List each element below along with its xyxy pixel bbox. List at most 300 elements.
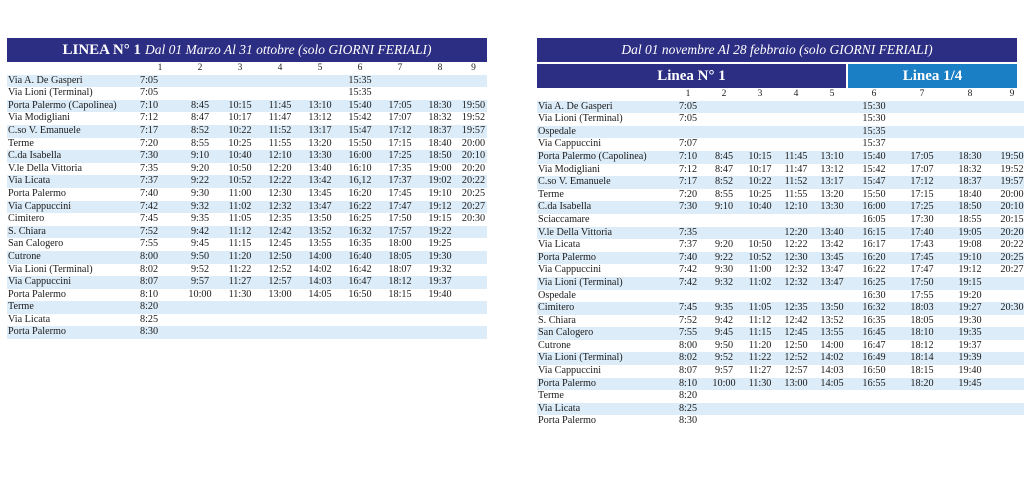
summer-header (7, 38, 487, 62)
departure-time (814, 214, 850, 227)
departure-time: 13:40 (308, 162, 332, 174)
departure-time: 9:10 (180, 150, 220, 163)
departure-time: 19:10 (428, 187, 452, 199)
departure-time: 11:20 (220, 251, 260, 264)
departure-time: 18:37 (420, 125, 460, 138)
departure-time (706, 214, 742, 227)
column-number: 7 (919, 89, 925, 99)
timetable-row (7, 326, 487, 339)
departure-time (994, 277, 1024, 290)
departure-time: 20:30 (461, 213, 486, 225)
departure-time: 15:35 (348, 87, 372, 99)
departure-time (850, 390, 898, 403)
departure-time: 8:25 (140, 313, 159, 325)
departure-time: 17:07 (910, 163, 934, 175)
timetable-row (7, 138, 487, 151)
departure-time: 15:40 (850, 151, 898, 164)
departure-time: 7:05 (140, 75, 180, 88)
winter-line-headers (537, 64, 1017, 88)
departure-time (460, 251, 487, 264)
departure-time: 8:47 (190, 112, 210, 124)
timetable-row (537, 264, 1024, 277)
timetable-row (537, 189, 1024, 202)
departure-time (742, 403, 778, 416)
departure-time: 18:50 (420, 150, 460, 163)
departure-time: 14:00 (820, 339, 844, 351)
departure-time: 13:47 (300, 201, 340, 214)
departure-time: 19:40 (428, 288, 452, 300)
stop-name: Porta Palermo (8, 187, 67, 199)
departure-time (946, 390, 994, 403)
departure-time: 15:42 (348, 112, 372, 124)
departure-time: 17:45 (898, 252, 946, 265)
departure-time: 8:45 (180, 100, 220, 113)
departure-time: 19:30 (420, 251, 460, 264)
departure-time: 8:07 (678, 365, 698, 377)
departure-time: 7:05 (140, 87, 159, 99)
stop-name: Porta Palermo (537, 378, 670, 391)
departure-time: 18:40 (958, 188, 982, 200)
departure-time: 20:15 (1000, 213, 1024, 225)
departure-time: 9:45 (190, 238, 210, 250)
departure-time: 13:40 (814, 227, 850, 240)
departure-time: 8:02 (140, 263, 159, 275)
departure-time: 17:25 (898, 201, 946, 214)
departure-time: 10:22 (742, 176, 778, 189)
departure-time: 13:50 (814, 302, 850, 315)
departure-time: 18:10 (898, 327, 946, 340)
departure-time: 15:50 (862, 188, 886, 200)
departure-time: 17:12 (380, 125, 420, 138)
departure-time (898, 415, 946, 428)
timetable-row (7, 112, 487, 125)
departure-time: 17:57 (380, 226, 420, 239)
departure-time (778, 390, 814, 403)
departure-time: 7:52 (140, 226, 180, 239)
departure-time: 19:50 (461, 99, 486, 111)
departure-time: 17:35 (388, 162, 412, 174)
stop-name: Porta Palermo (537, 252, 670, 265)
departure-time (420, 314, 460, 327)
departure-time: 17:47 (910, 264, 934, 276)
departure-time: 12:42 (784, 314, 808, 326)
departure-time: 12:20 (268, 162, 292, 174)
stop-name: Porta Palermo (Capolinea) (7, 100, 140, 113)
departure-time: 7:45 (140, 213, 159, 225)
stop-column-header (537, 88, 670, 101)
departure-time: 7:17 (140, 125, 180, 138)
departure-time: 18:12 (380, 276, 420, 289)
departure-time: 19:25 (428, 238, 452, 250)
departure-time: 11:47 (784, 163, 808, 175)
departure-time (742, 290, 778, 303)
departure-time: 18:32 (958, 163, 982, 175)
departure-time: 13:50 (308, 213, 332, 225)
timetable-row (7, 175, 487, 188)
departure-time: 11:30 (228, 288, 252, 300)
departure-time (898, 403, 946, 416)
departure-time: 16,12 (340, 175, 380, 188)
stop-name: C.so V. Emanuele (7, 125, 140, 138)
departure-time: 16:05 (862, 213, 886, 225)
departure-time: 12:32 (784, 264, 808, 276)
departure-time: 7:30 (670, 201, 706, 214)
departure-time (220, 75, 260, 88)
line-1-header: Linea N° 1 (537, 64, 846, 88)
departure-time: 11:00 (748, 264, 772, 276)
departure-time: 14:02 (814, 352, 850, 365)
departure-time: 15:47 (340, 125, 380, 138)
departure-time: 15:40 (340, 100, 380, 113)
departure-time: 17:43 (910, 239, 934, 251)
timetable-row (537, 352, 1024, 365)
departure-time: 9:20 (714, 239, 734, 251)
timetable-row (7, 226, 487, 239)
departure-time: 7:40 (140, 187, 159, 199)
departure-time: 7:20 (140, 137, 159, 149)
departure-time (706, 126, 742, 139)
departure-time (706, 113, 742, 126)
stop-column-header (7, 62, 140, 75)
departure-time (706, 403, 742, 416)
stop-name: Via Lioni (Terminal) (8, 263, 93, 275)
departure-time: 16:00 (850, 201, 898, 214)
departure-time (460, 75, 487, 88)
timetable-row (537, 365, 1024, 378)
departure-time (946, 403, 994, 416)
stop-name: Via Cappuccini (538, 264, 602, 276)
departure-time: 13:17 (814, 176, 850, 189)
departure-time (460, 87, 487, 100)
stop-name: C.so V. Emanuele (537, 176, 670, 189)
column-number: 5 (317, 63, 323, 73)
departure-time (340, 326, 380, 339)
departure-time: 14:05 (814, 378, 850, 391)
departure-time: 19:57 (461, 124, 486, 136)
departure-time (300, 75, 340, 88)
departure-time (460, 238, 487, 251)
departure-time (300, 301, 340, 314)
departure-time: 16:50 (862, 365, 886, 377)
departure-time: 19:30 (958, 314, 982, 326)
departure-time: 19:37 (420, 276, 460, 289)
departure-time: 11:55 (784, 188, 808, 200)
summer-line-label: LINEA N° 1 (62, 41, 142, 58)
departure-time: 16:55 (850, 378, 898, 391)
timetable-row (7, 264, 487, 277)
departure-time: 18:12 (910, 339, 934, 351)
departure-time (994, 340, 1024, 353)
departure-time: 16:42 (348, 263, 372, 275)
departure-time (850, 415, 898, 428)
departure-time: 12:42 (260, 226, 300, 239)
departure-time (778, 290, 814, 303)
departure-time: 18:15 (910, 365, 934, 377)
departure-time: 19:22 (420, 226, 460, 239)
departure-time: 7:40 (670, 252, 706, 265)
winter-period: Dal 01 novembre Al 28 febbraio (solo GIORNI FERIALI) (621, 42, 933, 57)
timetable-row (537, 126, 1024, 139)
departure-time: 9:20 (190, 162, 210, 174)
timetable-row (537, 138, 1024, 151)
departure-time: 11:12 (748, 314, 772, 326)
departure-time: 19:27 (946, 302, 994, 315)
departure-time: 7:12 (140, 112, 159, 124)
departure-time (742, 214, 778, 227)
departure-time (380, 301, 420, 314)
column-number-row (7, 62, 487, 75)
departure-time: 7:10 (670, 151, 706, 164)
departure-time (340, 301, 380, 314)
departure-time: 12:45 (778, 327, 814, 340)
timetable-row (537, 164, 1024, 177)
stop-name: Via Cappuccini (538, 138, 602, 150)
stop-name: Via Cappuccini (7, 276, 140, 289)
departure-time: 19:20 (958, 289, 982, 301)
departure-time: 8:55 (714, 188, 734, 200)
departure-time: 13:30 (300, 150, 340, 163)
departure-time (420, 326, 460, 339)
departure-time (420, 75, 460, 88)
departure-time (994, 403, 1024, 416)
departure-time: 11:52 (260, 125, 300, 138)
departure-time (260, 314, 300, 327)
departure-time (778, 101, 814, 114)
departure-time: 11:02 (742, 277, 778, 290)
departure-time: 16:47 (862, 339, 886, 351)
departure-time: 18:00 (388, 238, 412, 250)
departure-time: 15:30 (862, 113, 886, 125)
departure-time: 10:15 (220, 100, 260, 113)
stop-name: Porta Palermo (8, 288, 67, 300)
departure-time (180, 314, 220, 327)
departure-time: 18:37 (946, 176, 994, 189)
departure-time: 11:52 (778, 176, 814, 189)
departure-time (460, 314, 487, 327)
departure-time: 18:55 (958, 213, 982, 225)
departure-time: 18:30 (420, 100, 460, 113)
departure-time: 12:22 (784, 239, 808, 251)
departure-time: 10:40 (220, 150, 260, 163)
departure-time (706, 101, 742, 114)
departure-time: 7:20 (678, 188, 698, 200)
departure-time: 10:00 (188, 288, 212, 300)
departure-time (220, 301, 260, 314)
timetable-row (537, 151, 1024, 164)
departure-time: 20:00 (1000, 188, 1024, 200)
timetable-row (7, 87, 487, 100)
departure-time (778, 138, 814, 151)
departure-time: 12:30 (268, 187, 292, 199)
timetable-row (537, 290, 1024, 303)
departure-time: 13:30 (814, 201, 850, 214)
departure-time: 13:12 (308, 112, 332, 124)
departure-time: 17:15 (388, 137, 412, 149)
departure-time (994, 126, 1024, 139)
departure-time: 10:17 (748, 163, 772, 175)
departure-time (706, 227, 742, 240)
column-number: 6 (871, 89, 877, 99)
timetable-row (7, 163, 487, 176)
departure-time: 12:32 (778, 277, 814, 290)
stop-name: S. Chiara (7, 226, 140, 239)
stop-name: Porta Palermo (Capolinea) (537, 151, 670, 164)
departure-time: 19:08 (958, 239, 982, 251)
timetable-row (7, 100, 487, 113)
departure-time: 13:42 (820, 239, 844, 251)
departure-time: 13:47 (820, 264, 844, 276)
departure-time: 9:50 (714, 339, 734, 351)
departure-time: 8:10 (140, 288, 159, 300)
departure-time (778, 126, 814, 139)
departure-time: 9:52 (706, 352, 742, 365)
departure-time: 8:00 (678, 339, 698, 351)
departure-time: 12:50 (260, 251, 300, 264)
departure-time: 11:47 (268, 112, 292, 124)
departure-time: 12:30 (778, 252, 814, 265)
departure-time (420, 87, 460, 100)
departure-time: 16:25 (850, 277, 898, 290)
stop-name: Cutrone (7, 251, 140, 264)
winter-timetable (537, 38, 1024, 428)
departure-time: 18:15 (388, 288, 412, 300)
departure-time: 19:52 (1000, 163, 1024, 175)
stop-name: Cimitero (537, 302, 670, 315)
stop-name: Ospedale (537, 126, 670, 139)
departure-time: 7:37 (678, 239, 698, 251)
departure-time: 12:20 (778, 227, 814, 240)
departure-time (742, 390, 778, 403)
departure-time: 16:30 (862, 289, 886, 301)
departure-time: 8:30 (140, 326, 180, 339)
departure-time: 18:32 (428, 112, 452, 124)
departure-time: 13:17 (300, 125, 340, 138)
departure-time: 16:20 (348, 187, 372, 199)
departure-time (814, 101, 850, 114)
departure-time: 15:42 (862, 163, 886, 175)
departure-time (994, 113, 1024, 126)
departure-time: 16:10 (348, 162, 372, 174)
departure-time (946, 138, 994, 151)
departure-time: 10:40 (742, 201, 778, 214)
column-number: 8 (437, 63, 443, 73)
departure-time: 12:35 (268, 213, 292, 225)
timetable-row (537, 101, 1024, 114)
departure-time: 7:17 (670, 176, 706, 189)
departure-time (946, 101, 994, 114)
departure-time: 19:40 (958, 365, 982, 377)
departure-time (742, 415, 778, 428)
departure-time: 17:55 (910, 289, 934, 301)
departure-time: 19:12 (958, 264, 982, 276)
departure-time: 9:50 (180, 251, 220, 264)
departure-time (742, 227, 778, 240)
departure-time (778, 415, 814, 428)
summer-table (7, 62, 487, 339)
departure-time: 17:05 (898, 151, 946, 164)
departure-time (994, 101, 1024, 114)
stop-name: C.da Isabella (7, 150, 140, 163)
departure-time (260, 75, 300, 88)
timetable-row (7, 301, 487, 314)
departure-time: 8:07 (140, 276, 180, 289)
departure-time: 9:42 (714, 314, 734, 326)
departure-time: 17:05 (380, 100, 420, 113)
departure-time: 18:07 (388, 263, 412, 275)
departure-time (380, 75, 420, 88)
departure-time (898, 138, 946, 151)
departure-time: 8:25 (670, 403, 706, 416)
departure-time: 14:05 (308, 288, 332, 300)
stop-name: Via A. De Gasperi (7, 75, 140, 88)
column-number: 7 (397, 63, 403, 73)
departure-time: 15:35 (340, 75, 380, 88)
departure-time: 19:35 (946, 327, 994, 340)
departure-time: 19:45 (946, 378, 994, 391)
departure-time: 11:27 (748, 365, 772, 377)
departure-time: 7:42 (140, 201, 180, 214)
departure-time: 19:10 (946, 252, 994, 265)
departure-time: 9:52 (190, 263, 210, 275)
departure-time: 10:22 (220, 125, 260, 138)
departure-time: 10:25 (228, 137, 252, 149)
timetable-row (7, 125, 487, 138)
departure-time (994, 415, 1024, 428)
departure-time: 19:32 (428, 263, 452, 275)
departure-time (180, 87, 220, 100)
departure-time (260, 301, 300, 314)
column-number: 2 (721, 89, 727, 99)
departure-time: 19:37 (958, 339, 982, 351)
timetable-row (537, 277, 1024, 290)
departure-time: 12:52 (778, 352, 814, 365)
winter-header (537, 38, 1017, 62)
departure-time (180, 301, 220, 314)
stop-name: Via Cappuccini (7, 201, 140, 214)
timetable-row (537, 113, 1024, 126)
departure-time (670, 126, 706, 139)
departure-time: 16:35 (862, 314, 886, 326)
timetable-row (537, 327, 1024, 340)
departure-time: 16:25 (348, 213, 372, 225)
departure-time: 19:50 (994, 151, 1024, 164)
departure-time: 17:30 (910, 213, 934, 225)
departure-time: 18:03 (898, 302, 946, 315)
departure-time: 11:55 (268, 137, 292, 149)
stop-name: Porta Palermo (7, 326, 140, 339)
departure-time: 19:02 (420, 175, 460, 188)
departure-time: 20:30 (994, 302, 1024, 315)
departure-time: 7:10 (140, 100, 180, 113)
departure-time: 9:57 (714, 365, 734, 377)
departure-time: 16:32 (850, 302, 898, 315)
departure-time: 8:20 (140, 301, 180, 314)
departure-time: 17:25 (380, 150, 420, 163)
departure-time: 19:12 (420, 201, 460, 214)
departure-time (380, 87, 420, 100)
departure-time: 16:15 (850, 227, 898, 240)
column-number: 6 (357, 63, 363, 73)
departure-time: 10:52 (742, 252, 778, 265)
departure-time: 9:30 (190, 187, 210, 199)
departure-time: 8:00 (140, 251, 180, 264)
departure-time: 12:57 (784, 365, 808, 377)
stop-name: C.da Isabella (537, 201, 670, 214)
departure-time: 8:47 (714, 163, 734, 175)
departure-time: 13:20 (820, 188, 844, 200)
departure-time: 15:30 (850, 101, 898, 114)
departure-time (994, 327, 1024, 340)
